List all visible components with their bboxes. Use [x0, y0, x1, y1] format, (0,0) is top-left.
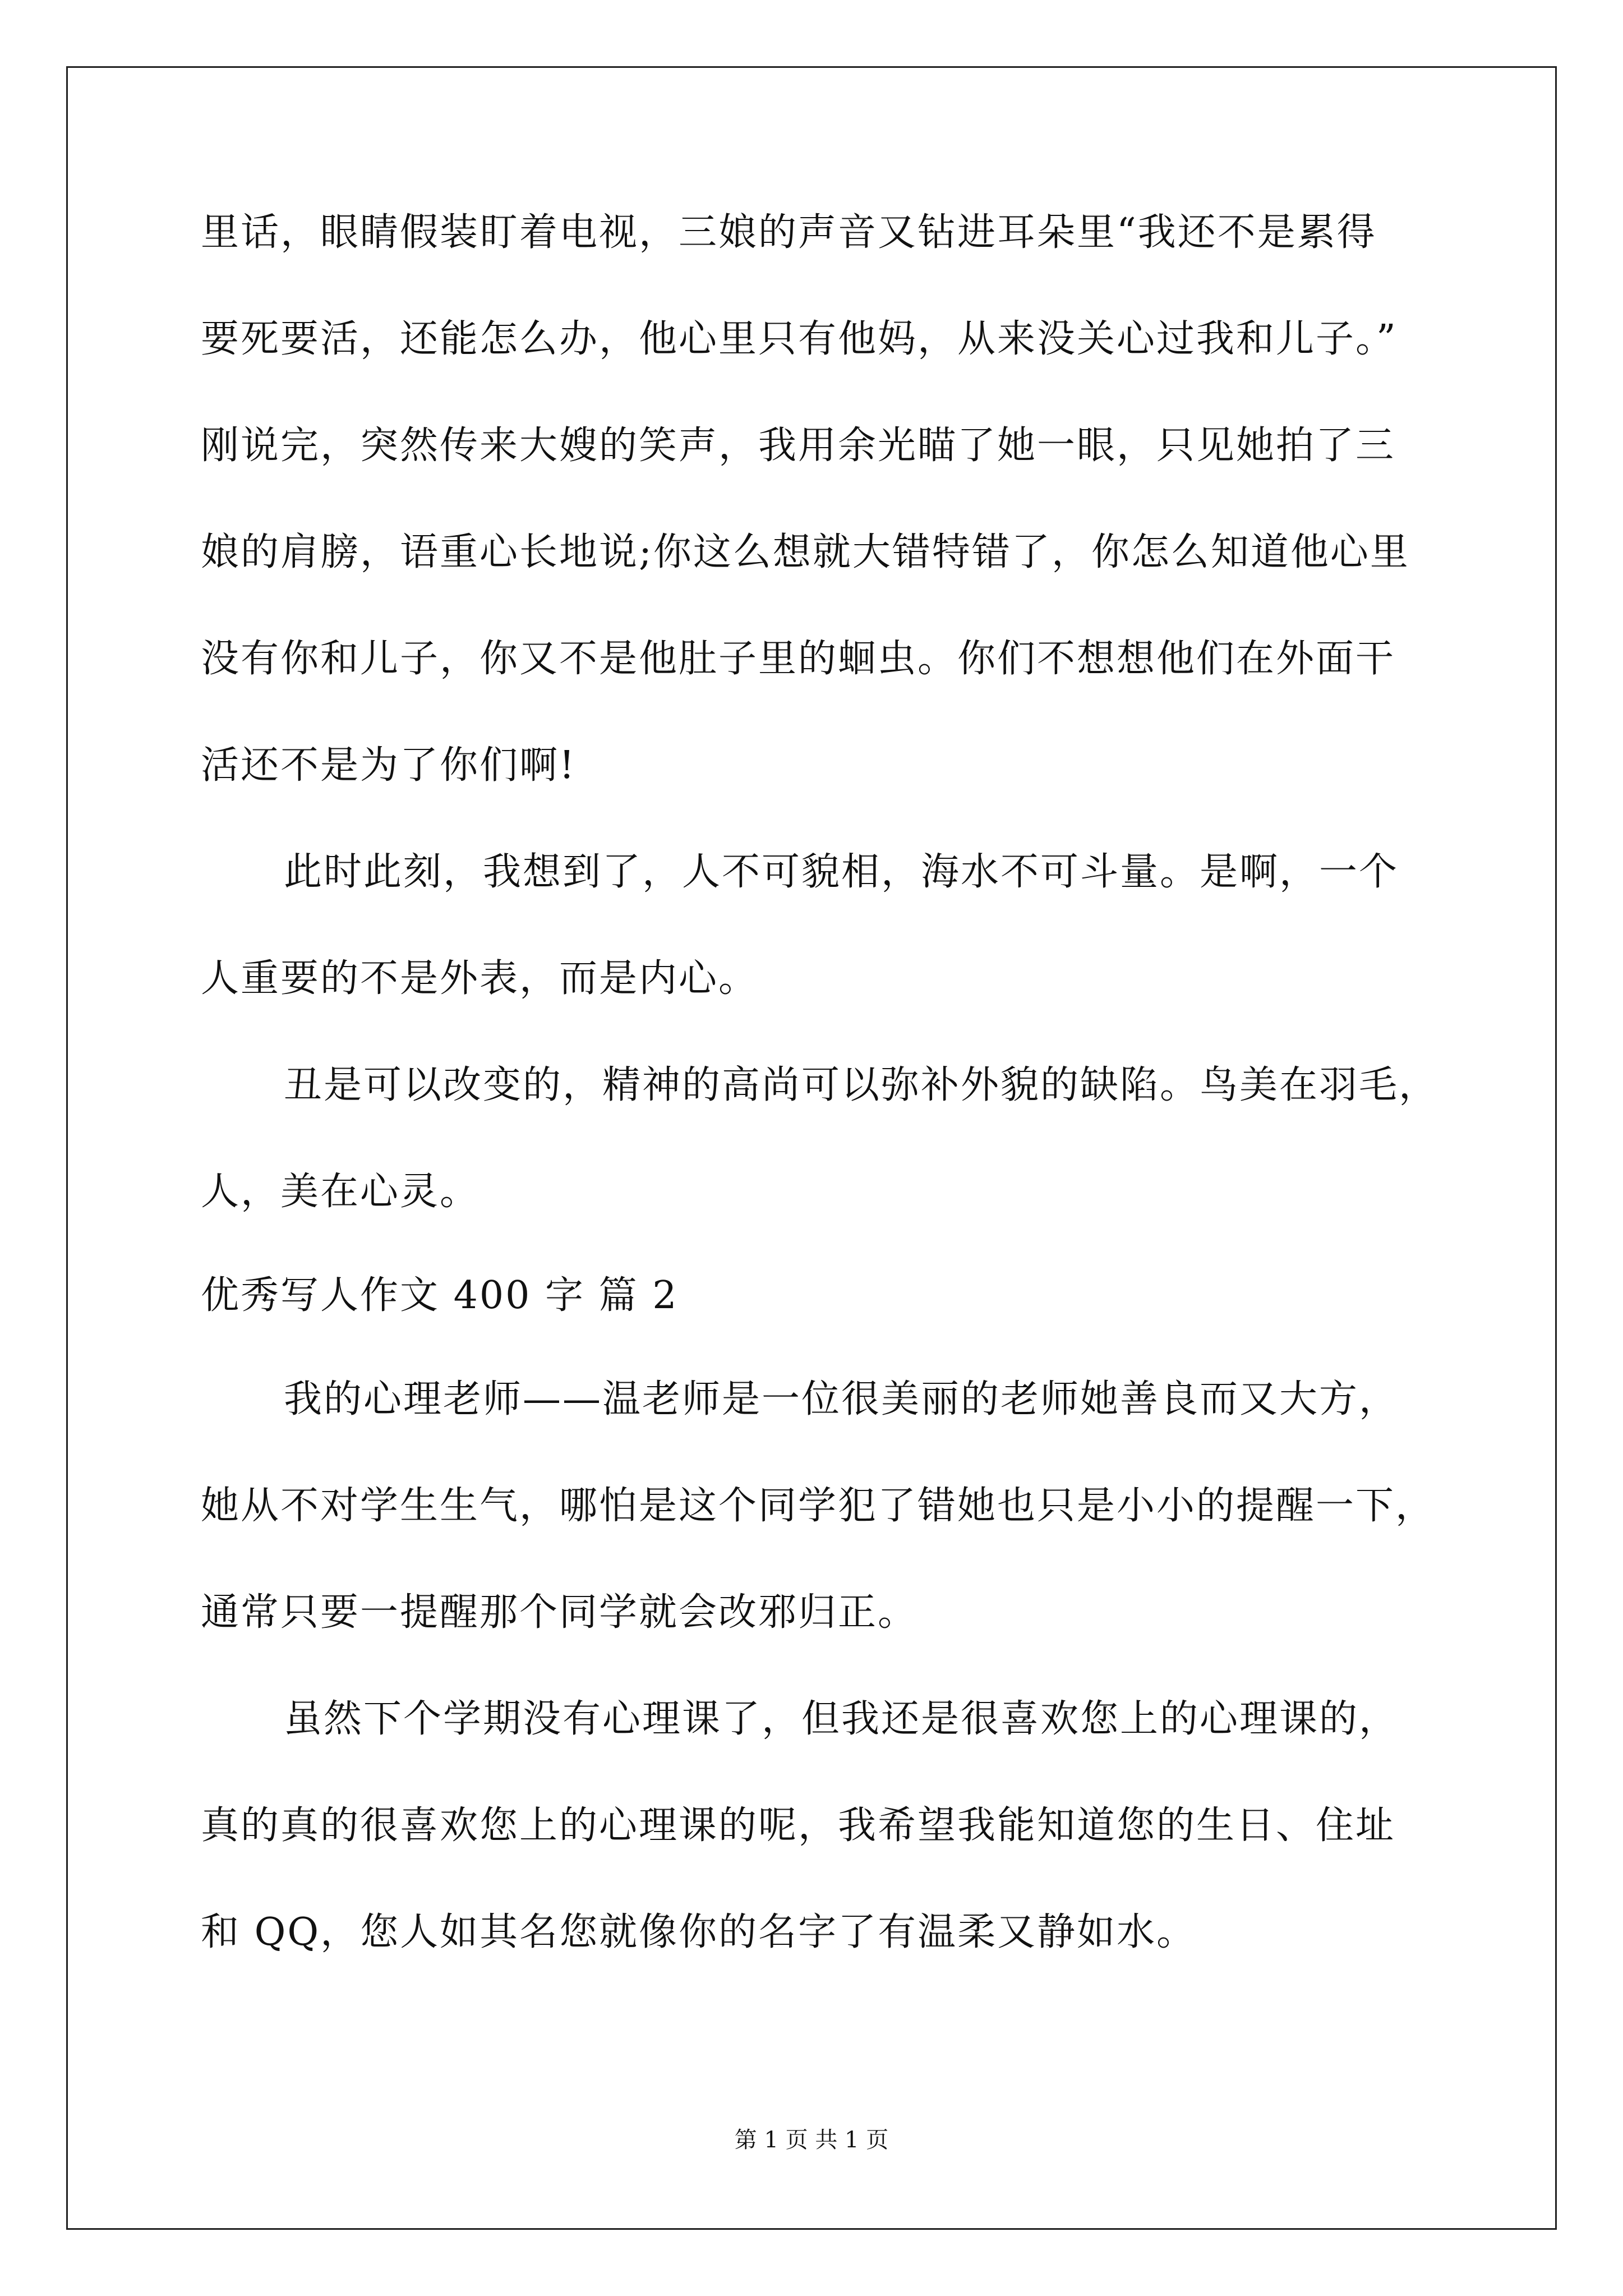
paragraph-line: 里话，眼睛假装盯着电视，三娘的声音又钻进耳朵里“我还不是累得	[201, 210, 1377, 255]
paragraph-line: 要死要活，还能怎么办，他心里只有他妈，从来没关心过我和儿子。”	[201, 317, 1398, 361]
page-border	[66, 66, 1557, 2230]
paragraph-line: 刚说完，突然传来大嫂的笑声，我用余光瞄了她一眼，只见她拍了三	[201, 424, 1396, 468]
paragraph-line: 娘的肩膀，语重心长地说;你这么想就大错特错了，你怎么知道他心里	[201, 530, 1410, 574]
paragraph-line: 没有你和儿子，你又不是他肚子里的蛔虫。你们不想想他们在外面干	[201, 637, 1396, 681]
paragraph-line: 真的真的很喜欢您上的心理课的呢，我希望我能知道您的生日、住址	[201, 1803, 1396, 1848]
paragraph-line: 活还不是为了你们啊!	[201, 743, 577, 788]
paragraph-line: 人，美在心灵。	[201, 1170, 480, 1214]
paragraph-line: 通常只要一提醒那个同学就会改邪归正。	[201, 1590, 918, 1635]
paragraph-line: 我的心理老师——温老师是一位很美丽的老师她善良而又大方，	[284, 1377, 1399, 1421]
paragraph-line: 她从不对学生生气，哪怕是这个同学犯了错她也只是小小的提醒一下，	[201, 1484, 1436, 1528]
paragraph-line: 人重要的不是外表，而是内心。	[201, 956, 759, 1001]
paragraph-line: 和 QQ，您人如其名您就像你的名字了有温柔又静如水。	[201, 1910, 1197, 1954]
paragraph-line: 此时此刻，我想到了，人不可貌相，海水不可斗量。是啊，一个	[284, 850, 1399, 894]
paragraph-line: 虽然下个学期没有心理课了，但我还是很喜欢您上的心理课的，	[284, 1697, 1399, 1741]
page-footer: 第 1 页 共 1 页	[734, 2127, 889, 2153]
paragraph-line: 丑是可以改变的，精神的高尚可以弥补外貌的缺陷。鸟美在羽毛，	[284, 1063, 1439, 1107]
section-heading: 优秀写人作文 400 字 篇 2	[201, 1273, 679, 1318]
